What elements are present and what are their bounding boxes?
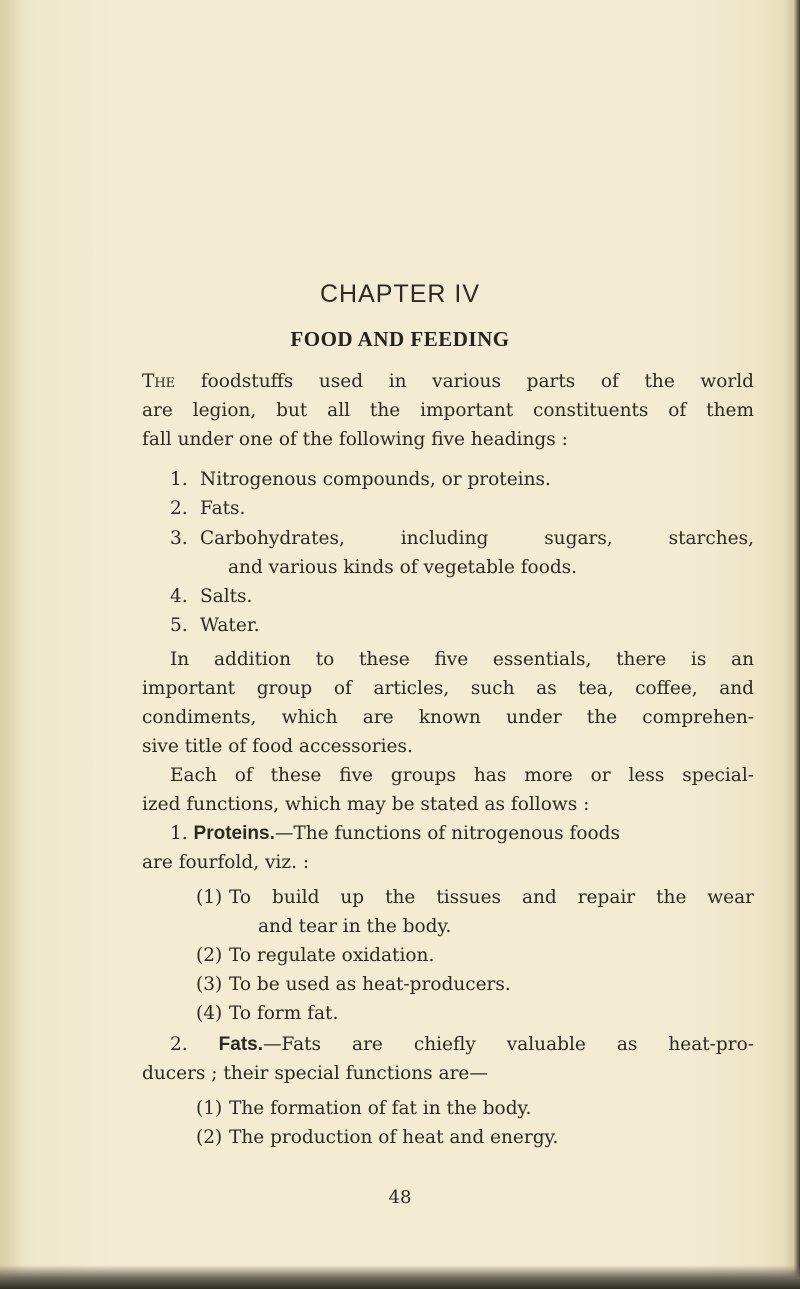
list-item: Nitrogenous compounds, or proteins. bbox=[200, 469, 551, 490]
page-bottom-edge bbox=[0, 1265, 800, 1289]
sub-item-continuation: and tear in the body. bbox=[258, 916, 452, 937]
intro-line-2: are legion, but all the important constituents of them bbox=[142, 400, 754, 421]
section-text: —The functions of nitrogenous foods bbox=[274, 823, 620, 844]
section-fats-line-1 bbox=[170, 1033, 754, 1057]
section-text: —Fats are chiefly valuable as heat-pro- bbox=[263, 1034, 754, 1055]
section-heading-fats: Fats. bbox=[218, 1034, 264, 1055]
para2-line-3: condiments, which are known under the comprehen- bbox=[142, 707, 754, 728]
list-item: Salts. bbox=[200, 586, 253, 607]
sub-item: To build up the tissues and repair the wear bbox=[229, 887, 754, 908]
sub-item: The production of heat and energy. bbox=[229, 1127, 559, 1148]
list-item-continuation: and various kinds of vegetable foods. bbox=[228, 557, 578, 578]
chapter-title: FOOD AND FEEDING bbox=[290, 327, 510, 351]
para2-line-2: important group of articles, such as tea, coffee, and bbox=[142, 678, 754, 699]
sub-num: (1) bbox=[196, 1098, 223, 1119]
sub-num: (2) bbox=[196, 1127, 223, 1148]
intro-line-1 bbox=[142, 370, 754, 394]
para3-line-2: ized functions, which may be stated as follows : bbox=[142, 794, 590, 815]
page-right-edge bbox=[784, 0, 800, 1289]
section-proteins-line-2: are fourfold, viz. : bbox=[142, 852, 310, 873]
section-num: 2. bbox=[170, 1034, 188, 1055]
para3-line-1: Each of these five groups has more or less special- bbox=[170, 765, 754, 786]
sub-num: (2) bbox=[196, 945, 223, 966]
para2-line-1: In addition to these five essentials, there is an bbox=[170, 649, 754, 670]
sub-item: To form fat. bbox=[229, 1003, 339, 1024]
sub-num: (1) bbox=[196, 887, 223, 908]
list-item: Fats. bbox=[200, 498, 246, 519]
list-num: 3. bbox=[170, 528, 188, 549]
section-heading-proteins: Proteins. bbox=[193, 823, 275, 844]
list-item: Water. bbox=[200, 615, 260, 636]
list-item: Carbohydrates, including sugars, starches, bbox=[200, 528, 754, 549]
intro-line-3: fall under one of the following five headings : bbox=[142, 429, 568, 450]
intro-lead-word: The bbox=[142, 371, 176, 392]
section-proteins-line-1 bbox=[170, 822, 620, 846]
sub-item: To regulate oxidation. bbox=[229, 945, 435, 966]
chapter-heading: CHAPTER IV bbox=[319, 280, 481, 308]
section-num: 1. bbox=[170, 823, 188, 844]
list-num: 2. bbox=[170, 498, 188, 519]
section-fats-line-2: ducers ; their special functions are— bbox=[142, 1063, 488, 1084]
sub-num: (4) bbox=[196, 1003, 223, 1024]
sub-item: The formation of fat in the body. bbox=[229, 1098, 532, 1119]
page-gutter-shadow bbox=[0, 0, 22, 1289]
sub-item: To be used as heat-producers. bbox=[229, 974, 511, 995]
sub-num: (3) bbox=[196, 974, 223, 995]
para2-line-4: sive title of food accessories. bbox=[142, 736, 413, 757]
list-num: 4. bbox=[170, 586, 188, 607]
intro-line-1-text: foodstuffs used in various parts of the world bbox=[200, 371, 754, 392]
list-num: 5. bbox=[170, 615, 188, 636]
list-num: 1. bbox=[170, 469, 188, 490]
page-number: 48 bbox=[388, 1187, 412, 1208]
